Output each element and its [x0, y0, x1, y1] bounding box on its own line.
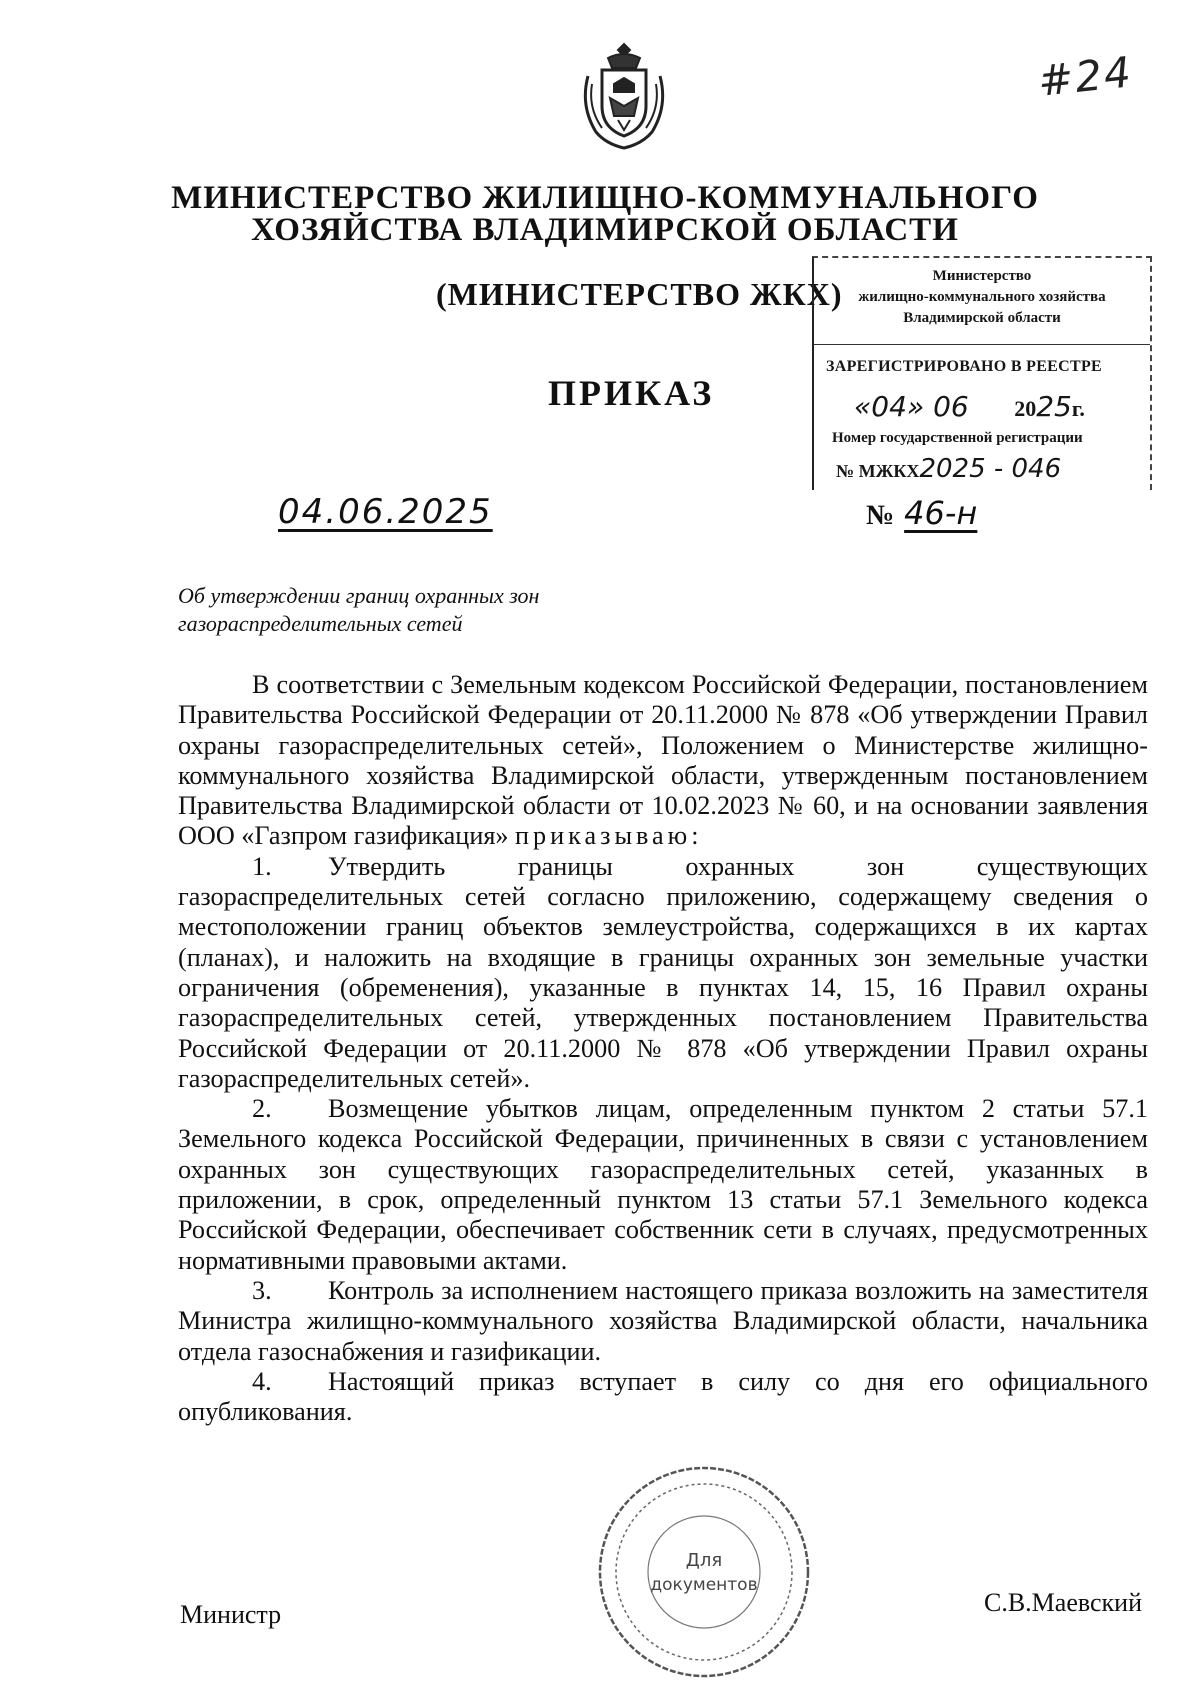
stamp-divider: [814, 344, 1150, 345]
order-item-4: [178, 1367, 1148, 1428]
stamp-number-value: 2025 - 046: [919, 454, 1062, 484]
stamp-registered-label: ЗАРЕГИСТРИРОВАНО В РЕЕСТРЕ: [826, 358, 1103, 375]
preamble-text: В соответствии с Земельным кодексом Российской Федерации, постановлением Правительства Российской Федерации от 20.11.2000 № 878 «Об утверждении Правил охраны газораспределительных сетей», Положением о Министерстве жилищно-коммунального хозяйства Владимирской области, утвержденным постановлением Правительства Владимирской области от 10.02.2023 № 60, и на основании заявления ООО «Газпром газификация»: [178, 670, 1148, 851]
item-text: Настоящий приказ вступает в силу со дня его официального опубликования.: [178, 1366, 1148, 1427]
ministry-title-line-1: МИНИСТЕРСТВО ЖИЛИЩНО-КОММУНАЛЬНОГО: [171, 180, 1039, 216]
signatory-position: Министр: [180, 1600, 282, 1629]
item-number: 3.: [252, 1275, 272, 1305]
signatory-name: С.В.Маевский: [984, 1588, 1143, 1617]
stamp-organization: [814, 258, 1150, 329]
stamp-date-year-suffix: 25: [1036, 390, 1072, 423]
stamp-date-day-month: «04» 06: [854, 390, 969, 423]
stamp-number-prefix: № МЖКХ: [836, 461, 920, 481]
registration-stamp: [812, 256, 1152, 490]
preamble-decree-word: приказываю:: [515, 821, 703, 851]
round-seal-icon: [594, 1462, 814, 1682]
stamp-org-line-2: жилищно-коммунального хозяйства: [858, 289, 1106, 305]
seal-center-line-1: Для: [685, 1550, 723, 1571]
order-date-handwritten: 04.06.2025: [278, 492, 493, 532]
order-item-2: [178, 1094, 1148, 1276]
item-number: 2.: [252, 1094, 272, 1124]
order-body: [178, 670, 1148, 1427]
preamble-paragraph: [178, 670, 1148, 852]
ministry-short-name: (МИНИСТЕРСТВО ЖКХ): [436, 276, 843, 312]
seal-center-line-2: документов: [650, 1575, 758, 1595]
stamp-org-line-3: Владимирской области: [903, 310, 1061, 326]
stamp-date-year-end: г.: [1071, 396, 1085, 421]
stamp-registration-date: [854, 390, 1085, 423]
item-text: Утвердить границы охранных зон существующих газораспределительных сетей согласно приложению, содержащему сведения о местоположении границ объектов землеустройства, содержащихся в их картах (планах), и наложить на входящие в границы охранных зон земельные участки ограничения (обременения), указанные в пунктах 14, 15, 16 Правил охраны газораспределительных сетей, утвержденных постановлением Правительства Российской Федерации от 20.11.2000 № 878 «Об утверждении Правил охраны газораспределительных сетей».: [178, 851, 1148, 1093]
ministry-title-line-2: ХОЗЯЙСТВА ВЛАДИМИРСКОЙ ОБЛАСТИ: [251, 212, 959, 248]
order-number-value: 46-н: [904, 494, 978, 532]
item-number: 1.: [252, 851, 272, 881]
coat-of-arms-icon: [578, 40, 670, 152]
stamp-date-year-prefix: 20: [1014, 396, 1037, 421]
document-kind-title: ПРИКАЗ: [548, 373, 715, 413]
order-number-prefix: №: [866, 500, 895, 531]
stamp-number-label: Номер государственной регистрации: [832, 430, 1083, 446]
subject-line-1: Об утверждении границ охранных зон: [178, 583, 540, 608]
stamp-org-line-1: Министерство: [932, 268, 1032, 284]
stamp-registration-number: [836, 454, 1061, 484]
order-item-1: [178, 852, 1148, 1094]
order-item-3: [178, 1276, 1148, 1367]
item-text: Контроль за исполнением настоящего приказа возложить на заместителя Министра жилищно-коммунального хозяйства Владимирской области, начальника отдела газоснабжения и газификации.: [178, 1275, 1148, 1366]
item-text: Возмещение убытков лицам, определенным пунктом 2 статьи 57.1 Земельного кодекса Российской Федерации, причиненных в связи с установлением охранных зон существующих газораспределительных сетей, указанных в приложении, в срок, определенный пунктом 13 статьи 57.1 Земельного кодекса Российской Федерации, обеспечивает собственник сети в случаях, предусмотренных нормативными правовыми актами.: [178, 1094, 1148, 1275]
order-number: [866, 494, 977, 532]
order-subject: [178, 582, 539, 638]
item-number: 4.: [252, 1366, 272, 1396]
subject-line-2: газораспределительных сетей: [178, 611, 463, 636]
page-number-handwritten: #24: [1035, 47, 1135, 106]
